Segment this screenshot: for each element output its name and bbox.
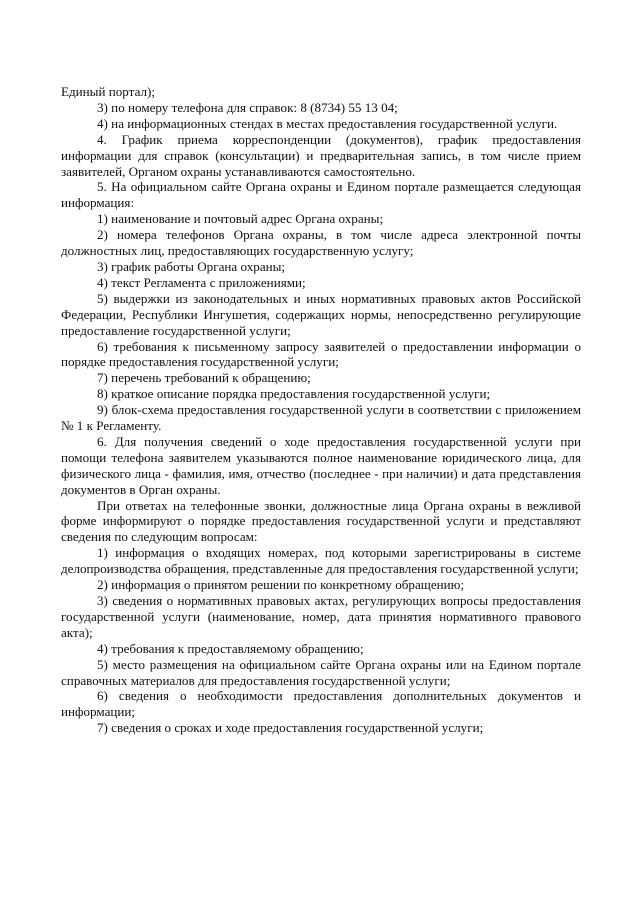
list-item: 6) требования к письменному запросу заявителей о предоставлении информации о порядке предоставления государственной услуги; xyxy=(61,338,581,370)
paragraph-phone: 3) по номеру телефона для справок: 8 (8734) 55 13 04; xyxy=(97,99,398,115)
paragraph-item-4-schedule: 4. График приема корреспонденции (документов), график предоставления информации для справок (консультации) и предварительная запись, в том числе прием заявителей, Органом охраны устанавливаются самостоятельно. xyxy=(61,131,581,179)
list-item: 4) требования к предоставляемому обращению; xyxy=(97,640,364,656)
list-item: 2) номера телефонов Органа охраны, в том числе адреса электронной почты должностных лиц, предоставляющих государственную услугу; xyxy=(61,227,581,259)
list-item: 4) текст Регламента с приложениями; xyxy=(97,274,306,290)
list-item: 3) сведения о нормативных правовых актах, регулирующих вопросы предоставления государственной услуги (наименование, номер, дата принятия нормативного правового акта); xyxy=(61,593,581,640)
list-item: 6) сведения о необходимости предоставления дополнительных документов и информации; xyxy=(61,688,581,720)
list-item: 7) сведения о сроках и ходе предоставления государственной услуги; xyxy=(97,720,484,736)
paragraph-info-stands: 4) на информационных стендах в местах предоставления государственной услуги. xyxy=(97,115,558,131)
list-item: 1) информация о входящих номерах, под которыми зарегистрированы в системе делопроизводства обращения, представленные для предоставления государственной услуги; xyxy=(61,545,581,577)
paragraph-item-6-phone-status: 6. Для получения сведений о ходе предоставления государственной услуги при помощи телефона заявителем указываются полное наименование юридического лица, для физического лица - фамилия, имя, отчество (последнее - при наличии) и дата представления документов в Орган охраны. xyxy=(61,433,581,497)
list-item: 2) информация о принятом решении по конкретному обращению; xyxy=(97,577,465,593)
list-item: 3) график работы Органа охраны; xyxy=(97,258,286,274)
list-item: 5) выдержки из законодательных и иных нормативных правовых актов Российской Федерации, Республики Ингушетия, содержащих нормы, непосредственно регулирующие предоставление государственной услуги; xyxy=(61,290,581,338)
list-item: 8) краткое описание порядка предоставления государственной услуги; xyxy=(97,386,491,402)
list-item: 5) место размещения на официальном сайте Органа охраны или на Едином портале справочных материалов для предоставления государственной услуги; xyxy=(61,656,581,688)
paragraph-portal-continuation: Единый портал); xyxy=(61,84,156,99)
document-page xyxy=(61,84,581,736)
list-item: 1) наименование и почтовый адрес Органа охраны; xyxy=(97,211,384,227)
paragraph-item-5-website-info: 5. На официальном сайте Органа охраны и Едином портале размещается следующая информация: xyxy=(61,179,581,211)
paragraph-phone-answers: При ответах на телефонные звонки, должностные лица Органа охраны в вежливой форме информируют о порядке предоставления государственной услуги и представляют сведения по следующим вопросам: xyxy=(61,497,581,545)
list-item: 7) перечень требований к обращению; xyxy=(97,370,311,386)
list-item: 9) блок-схема предоставления государственной услуги в соответствии с приложением № 1 к Регламенту. xyxy=(61,402,581,434)
